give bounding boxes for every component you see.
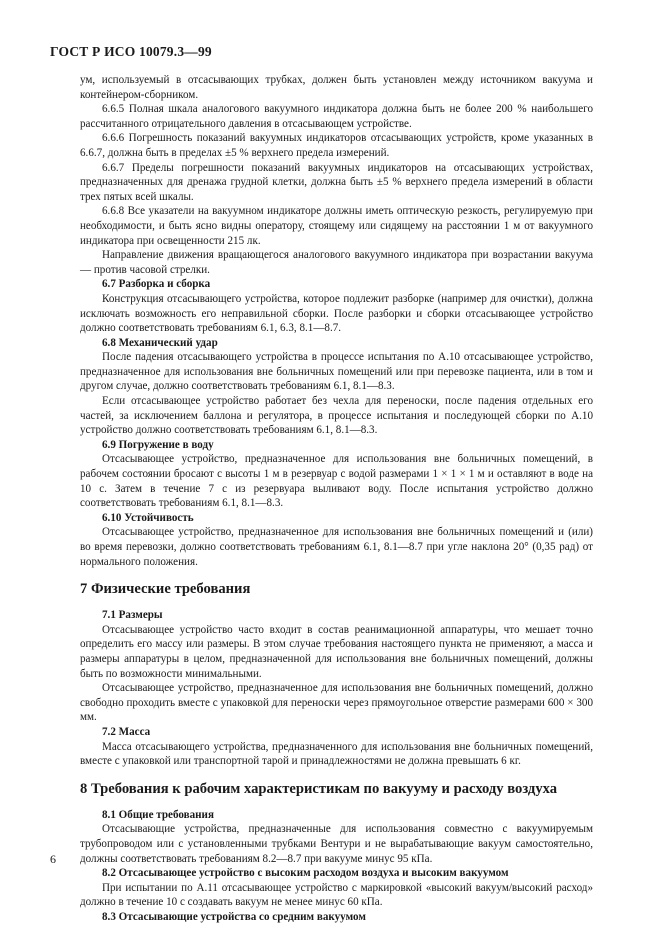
paragraph-6-8-b: Если отсасывающее устройство работает без чехла для переноски, после падения отдельных его частей, за исключением баллона и регулятора, в процессе испытания и последующей сборки по А.10 устройство должно соответствовать требованиям 6.1, 8.1—8.3. [80,395,593,437]
page-number: 6 [50,852,56,866]
paragraph-7-2: Масса отсасывающего устройства, предназначенного для использования вне больничных помещений, вместе с упаковкой или транспортной тарой и принадлежностями не должна превышать 6 кг. [80,740,593,768]
subsection-7-2-heading: 7.2 Масса [102,725,151,738]
subsection-8-3-heading: 8.3 Отсасывающие устройства со средним вакуумом [102,910,366,923]
clause-6-6-5: 6.6.5 Полная шкала аналогового вакуумного индикатора должна быть не более 200 % наибольшего рассчитанного отрицательного давления в отсасывающем устройстве. [80,103,593,130]
clause-6-6-8: 6.6.8 Все указатели на вакуумном индикаторе должны иметь оптическую резкость, регулируемую при необходимости, и быть ясно видны оператору, стоящему или сидящему на расстоянии 1 м от вакуумного индикатора при освещенности 215 лк. [80,205,593,247]
subsection-8-1-heading: 8.1 Общие требования [102,808,214,821]
paragraph-6-10: Отсасывающее устройство, предназначенное для использования вне больничных помещений и (или) во время перевозки, должно соответствовать требованиям 6.1, 8.1—8.7 при угле наклона 20° (0,35 рад) от нормального положения. [80,526,593,568]
clause-6-6-6: 6.6.6 Погрешность показаний вакуумных индикаторов отсасывающих устройств, кроме указанных в 6.6.7, должна быть в пределах ±5 % верхнего предела измерений. [80,132,593,159]
paragraph-7-1-b: Отсасывающее устройство, предназначенное для использования вне больничных помещений, должно свободно проходить вместе с упаковкой для переноски через прямоугольное отверстие размерами 600 × 300 мм. [80,682,593,724]
document-body [80,73,593,924]
subsection-8-2-heading: 8.2 Отсасывающее устройство с высоким расходом воздуха и высоким вакуумом [102,867,509,880]
paragraph-6-9: Отсасывающее устройство, предназначенное для использования вне больничных помещений, в рабочем состоянии бросают с высоты 1 м в резервуар с водой размерами 1 × 1 × 1 м и оставляют в воде на 10 с. Затем в течение 7 с из резервуара выливают воду. После испытания устройство должно соответствовать требованиям 6.1, 8.1—8.3. [80,453,593,510]
subsection-6-10-heading: 6.10 Устойчивость [102,511,194,524]
subsection-6-8-heading: 6.8 Механический удар [102,336,218,349]
section-7-heading: 7 Физические требования [80,581,251,598]
paragraph-continuation: ум, используемый в отсасывающих трубках, должен быть установлен между источником вакуума и контейнером-сборником. [80,74,593,101]
paragraph-7-1-a: Отсасывающее устройство часто входит в состав реанимационной аппаратуры, что мешает точно определить его массу или размеры. В этом случае требования настоящего пункта не применяют, а масса и размеры аппаратуры в целом, предназначенной для использования вне больничных помещений, должны быть по возможности минимальными. [80,623,593,680]
subsection-6-7-heading: 6.7 Разборка и сборка [102,278,211,291]
paragraph-direction: Направление движения вращающегося аналогового вакуумного индикатора при возрастании вакуума — против часовой стрелки. [80,249,593,276]
paragraph-8-1: Отсасывающие устройства, предназначенные для использования совместно с вакуумируемым трубопроводом или с установленными трубками Вентури и не вырабатывающие вакуум самостоятельно, должны соответствовать требованиям 8.2—8.7 при вакууме минус 95 кПа. [80,823,593,865]
paragraph-8-2: При испытании по А.11 отсасывающее устройство с маркировкой «высокий вакуум/высокий расход» должно в течение 10 с создавать вакуум не менее минус 60 кПа. [80,881,593,909]
paragraph-6-8-a: После падения отсасывающего устройства в процессе испытания по А.10 отсасывающее устройство, предназначенное для использования вне больничных помещений или при перевозке пациента, или в том и другом случае, должно соответствовать требованиям 6.1, 8.1—8.3. [80,351,593,393]
clause-6-6-7: 6.6.7 Пределы погрешности показаний вакуумных индикаторов на отсасывающих устройствах, предназначенных для дренажа грудной клетки, должна быть ±5 % верхнего предела измерений в области трех пятых всей шкалы. [80,161,593,203]
subsection-7-1-heading: 7.1 Размеры [102,609,163,622]
paragraph-6-7: Конструкция отсасывающего устройства, которое подлежит разборке (например для очистки), должна исключать возможность его неправильной сборки. После разборки и сборки отсасывающее устройство должно соответствовать требованиям 6.1, 6.3, 8.1—8.7. [80,292,593,335]
section-8-heading: 8 Требования к рабочим характеристикам по вакууму и расходу воздуха [80,780,558,797]
subsection-6-9-heading: 6.9 Погружение в воду [102,438,214,451]
document-header: ГОСТ Р ИСО 10079.3—99 [50,44,212,59]
